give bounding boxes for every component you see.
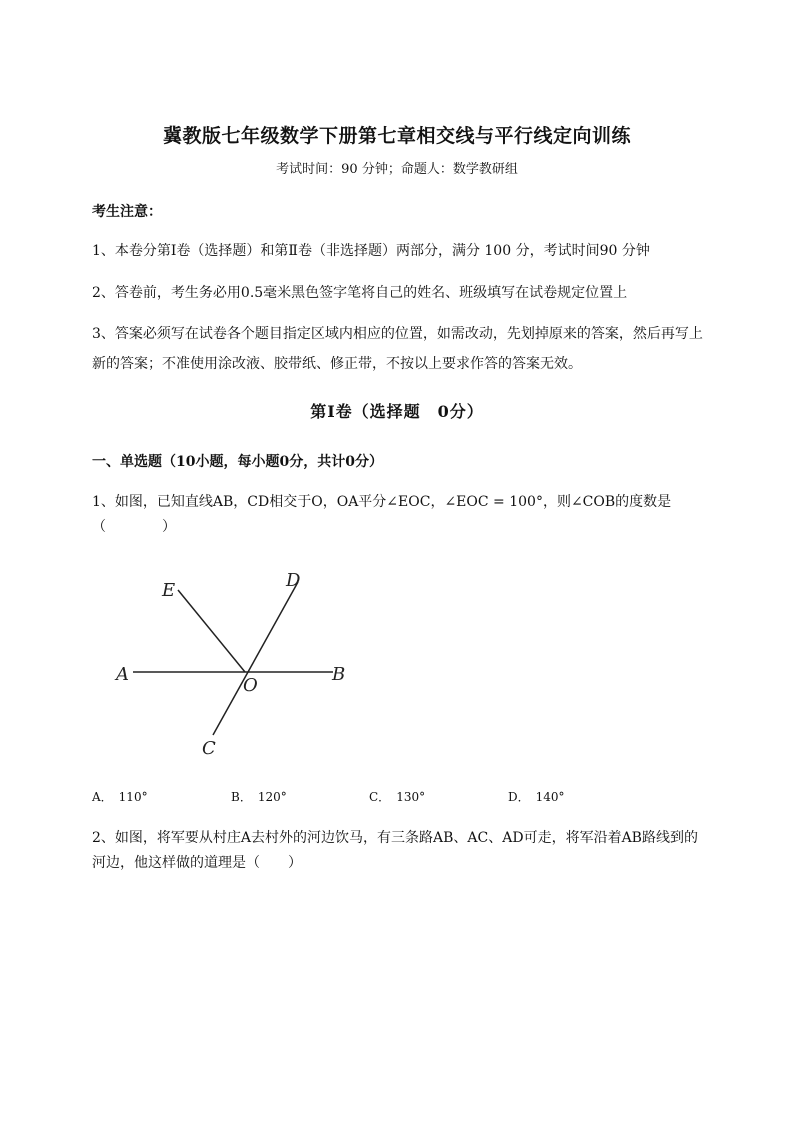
notice-item-2: 2、答卷前，考生务必用0.5毫米黑色签字笔将自己的姓名、班级填写在试卷规定位置上 <box>92 285 628 301</box>
label-A: A <box>116 664 129 685</box>
line-CD <box>213 582 298 735</box>
label-O: O <box>243 675 258 696</box>
label-D: D <box>286 570 301 591</box>
label-C: C <box>202 738 216 759</box>
question-1-text: 1、如图，已知直线AB，CD相交于O，OA平分∠EOC，∠EOC = 100°，则∠COB的度数是 <box>92 494 672 510</box>
question-1 <box>92 490 702 540</box>
answer-paren-open: （ <box>92 519 106 535</box>
ray-OE <box>178 590 245 672</box>
option-d-label: D． <box>508 790 530 804</box>
option-c-label: C． <box>369 790 391 804</box>
notice-item-1: 1、本卷分第Ⅰ卷（选择题）和第Ⅱ卷（非选择题）两部分，满分 100 分，考试时间90 分钟 <box>92 243 650 259</box>
label-E: E <box>162 580 176 601</box>
part-title: 一、单选题（10小题，每小题0分，共计0分） <box>92 454 383 470</box>
notice-item-3: 3、答案必须写在试卷各个题目指定区域内相应的位置，如需改动，先划掉原来的答案，然后再写上新的答案；不准使用涂改液、胶带纸、修正带，不按以上要求作答的答案无效。 <box>92 326 703 372</box>
label-B: B <box>332 664 346 685</box>
option-b[interactable] <box>231 788 287 805</box>
option-a-label: A． <box>92 790 113 804</box>
option-a[interactable] <box>92 788 148 805</box>
page-title: 冀教版七年级数学下册第七章相交线与平行线定向训练 <box>162 125 631 147</box>
option-d[interactable] <box>508 788 565 805</box>
option-a-value: 110° <box>118 790 148 804</box>
option-b-label: B． <box>231 790 252 804</box>
answer-paren-close: ） <box>162 519 176 535</box>
option-c[interactable] <box>369 788 425 805</box>
section-title: 第Ⅰ卷（选择题 0分） <box>310 402 484 421</box>
notice-heading: 考生注意： <box>92 204 162 220</box>
option-d-value: 140° <box>535 790 565 804</box>
option-b-value: 120° <box>257 790 287 804</box>
option-c-value: 130° <box>396 790 426 804</box>
exam-info: 考试时间：90 分钟；命题人：数学教研组 <box>276 162 518 177</box>
question-2: 2、如图，将军要从村庄A去村外的河边饮马，有三条路AB、AC、AD可走，将军沿着AB路线到的河边，他这样做的道理是（ ） <box>92 830 698 871</box>
intersecting-lines-figure <box>100 560 380 770</box>
